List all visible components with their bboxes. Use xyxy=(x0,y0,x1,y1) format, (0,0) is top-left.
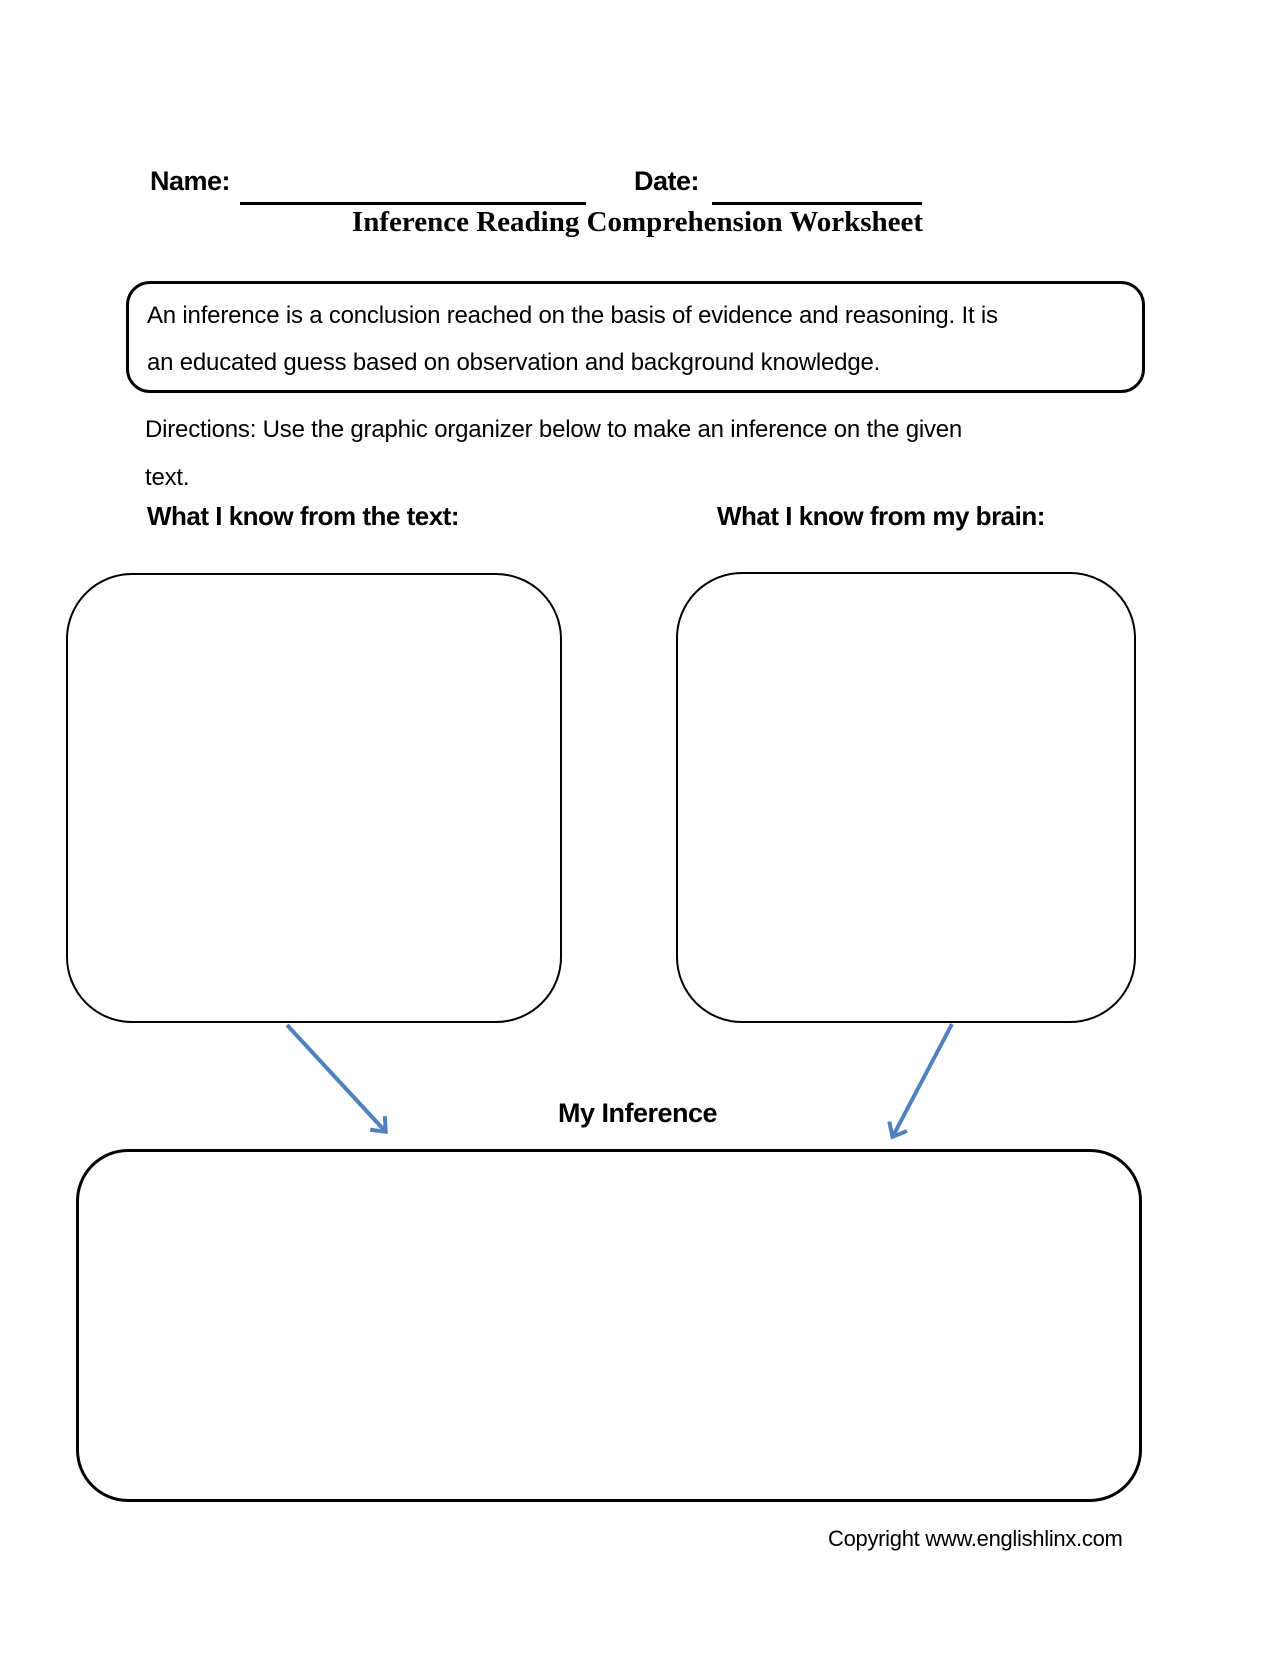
page-title: Inference Reading Comprehension Worksheet xyxy=(351,206,924,238)
text-evidence-write-box[interactable] xyxy=(66,573,562,1023)
definition-text-line-2: an educated guess based on observation and background knowledge. xyxy=(147,349,881,376)
inference-write-box[interactable] xyxy=(76,1149,1142,1502)
inference-box-label: My Inference xyxy=(557,1098,718,1128)
copyright-text: Copyright www.englishlinx.com xyxy=(828,1526,1123,1551)
name-label: Name: xyxy=(150,166,231,196)
date-input-line[interactable] xyxy=(712,168,922,205)
brain-knowledge-write-box[interactable] xyxy=(676,572,1136,1023)
date-label: Date: xyxy=(634,166,700,196)
text-evidence-box-label: What I know from the text: xyxy=(147,501,459,531)
brain-knowledge-box-label: What I know from my brain: xyxy=(717,501,1045,531)
directions xyxy=(145,406,1085,502)
name-input-line[interactable] xyxy=(240,168,586,205)
definition-text-line-1: An inference is a conclusion reached on the basis of evidence and reasoning. It is xyxy=(147,302,998,329)
definition-callout xyxy=(126,281,1145,393)
directions-text-line-1: Directions: Use the graphic organizer below to make an inference on the given xyxy=(145,416,963,443)
directions-text-line-2: text. xyxy=(145,464,190,491)
